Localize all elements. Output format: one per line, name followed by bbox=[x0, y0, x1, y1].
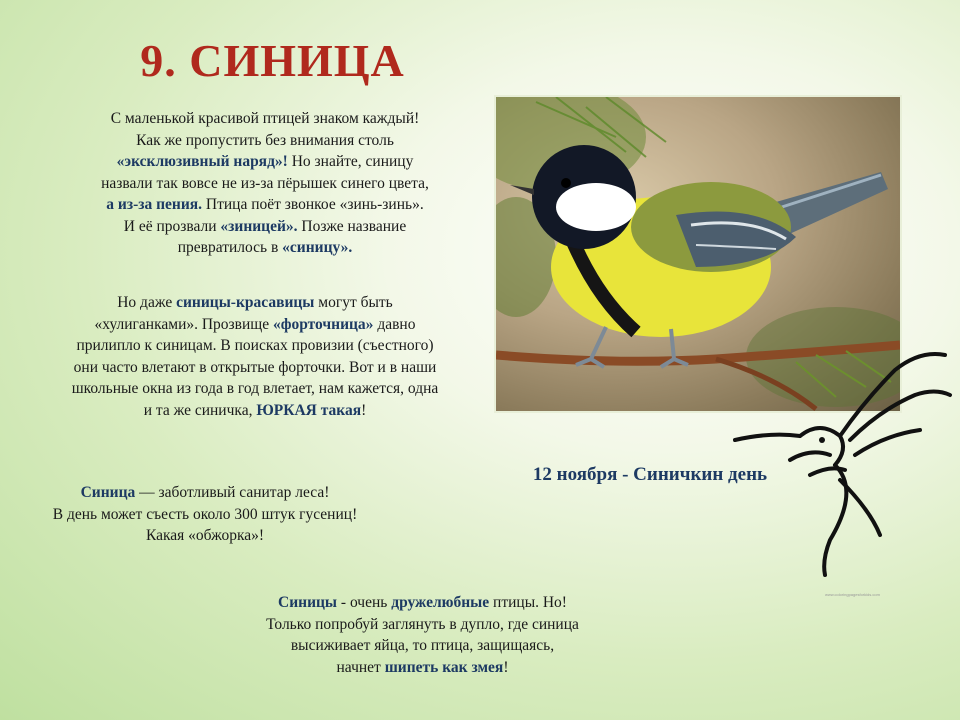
hummingbird-outline-icon bbox=[730, 340, 955, 580]
text-line: они часто влетают в открытые форточки. Вот и в наши bbox=[73, 358, 437, 376]
text-span: Позже название bbox=[297, 217, 407, 235]
text-line: прилипло к синицам. В поисках провизии (съестного) bbox=[76, 337, 434, 354]
text-line bbox=[20, 400, 490, 422]
text-span: Птица поёт звонкое «зинь-зинь». bbox=[202, 196, 424, 213]
intro-paragraph bbox=[40, 108, 490, 259]
text-line: Какая «обжорка»! bbox=[145, 527, 265, 544]
text-line bbox=[40, 194, 490, 216]
highlight-text: шипеть как змея bbox=[384, 658, 504, 676]
highlight-text: ЮРКАЯ такая bbox=[256, 401, 362, 419]
date-caption: 12 ноября - Синичкин день bbox=[532, 464, 768, 485]
text-span: «хулиганками». Прозвище bbox=[94, 315, 273, 333]
image-credit: www.coloringpagesforkids.com bbox=[825, 592, 880, 597]
text-line: Только попробуй заглянуть в дупло, где синица bbox=[266, 615, 579, 633]
text-line bbox=[40, 151, 490, 173]
highlight-text: «зиницей». bbox=[220, 217, 298, 235]
text-span: давно bbox=[373, 315, 416, 333]
highlight-text: синицы-красавицы bbox=[176, 294, 315, 311]
text-line: С маленькой красивой птицей знаком каждый! bbox=[110, 110, 420, 127]
highlight-text: дружелюбные bbox=[391, 594, 490, 611]
slide-title: 9. СИНИЦА bbox=[140, 35, 405, 86]
highlight-text: Синица bbox=[80, 484, 136, 501]
text-span: могут быть bbox=[314, 294, 393, 311]
text-line bbox=[40, 216, 490, 238]
text-line bbox=[40, 237, 490, 259]
text-line bbox=[20, 292, 490, 314]
highlight-text: «эксклюзивный наряд»! bbox=[116, 153, 288, 170]
sanitary-paragraph bbox=[5, 482, 405, 547]
text-span: ! bbox=[503, 658, 509, 676]
text-line: В день может съесть около 300 штук гусениц! bbox=[52, 505, 358, 523]
text-span: Но даже bbox=[117, 294, 177, 311]
highlight-text: а из-за пения. bbox=[106, 196, 203, 213]
text-line bbox=[20, 314, 490, 336]
text-line: Как же пропустить без внимания столь bbox=[136, 131, 394, 149]
text-span: превратилось в bbox=[177, 239, 283, 256]
highlight-text: Синицы bbox=[278, 594, 338, 611]
text-span: ! bbox=[361, 401, 367, 419]
highlight-text: «форточница» bbox=[273, 315, 374, 333]
text-line: высиживает яйца, то птица, защищаясь, bbox=[290, 637, 555, 654]
text-line bbox=[195, 657, 650, 679]
text-span: — заботливый санитар леса! bbox=[135, 484, 330, 501]
friendly-paragraph bbox=[195, 592, 650, 678]
text-span: начнет bbox=[336, 658, 385, 676]
highlight-text: «синицу». bbox=[282, 239, 353, 256]
text-span: Но знайте, синицу bbox=[287, 153, 414, 170]
text-line bbox=[5, 482, 405, 504]
text-span: - очень bbox=[337, 594, 392, 611]
text-line bbox=[195, 592, 650, 614]
text-span: И её прозвали bbox=[123, 217, 221, 235]
text-line: школьные окна из года в год влетает, нам кажется, одна bbox=[71, 380, 439, 397]
text-span: птицы. Но! bbox=[489, 594, 567, 611]
hooligan-paragraph bbox=[20, 292, 490, 421]
text-span: и та же синичка, bbox=[143, 401, 257, 419]
text-line: назвали так вовсе не из-за пёрышек синего цвета, bbox=[101, 174, 429, 192]
